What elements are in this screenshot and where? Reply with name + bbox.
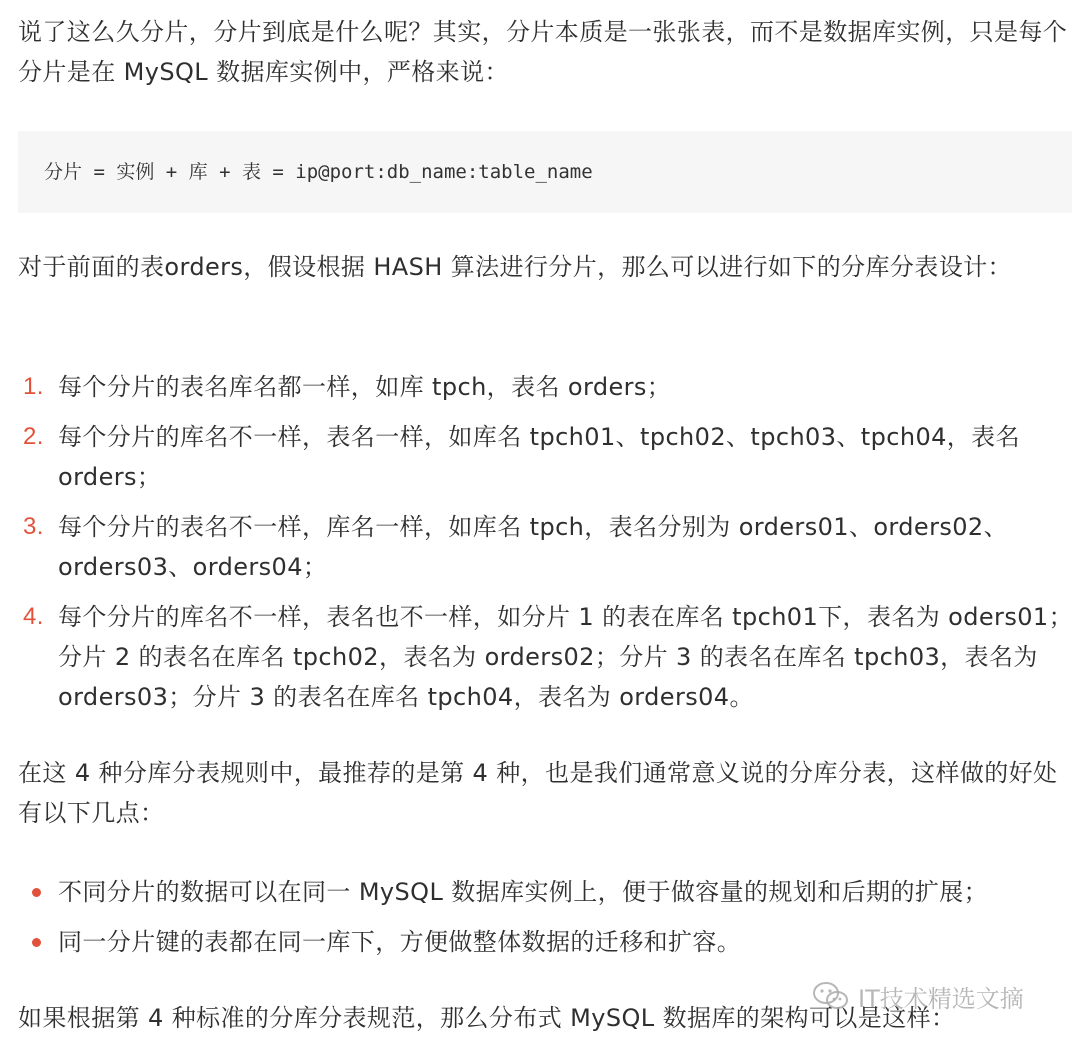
- intro-paragraph: 说了这么久分片，分片到底是什么呢？其实，分片本质是一张张表，而不是数据库实例，只是每个分片是在 MySQL 数据库实例中，严格来说：: [18, 18, 1068, 86]
- list-item: [18, 367, 1074, 407]
- list-item: [18, 417, 1074, 497]
- bullet-list: [18, 872, 1074, 972]
- list-item: [18, 507, 1074, 587]
- bullet-item-text: 不同分片的数据可以在同一 MySQL 数据库实例上，便于做容量的规划和后期的扩展；: [58, 878, 989, 906]
- list-item-text: 每个分片的库名不一样，表名一样，如库名 tpch01、tpch02、tpch03、tpch04，表名 orders；: [58, 423, 1020, 491]
- bullet-dot-icon: [32, 888, 41, 897]
- list-number: 2.: [23, 423, 44, 450]
- paragraph-architecture: 如果根据第 4 种标准的分库分表规范，那么分布式 MySQL 数据库的架构可以是这样：: [18, 1004, 956, 1032]
- ordered-list: [18, 367, 1074, 727]
- list-number: 4.: [23, 603, 44, 630]
- list-item-text: 每个分片的库名不一样，表名也不一样，如分片 1 的表在库名 tpch01下，表名为 oders01；分片 2 的表名在库名 tpch02，表名为 orders02；分片 3 的表名在库名 tpch03，表名为 orders03；分片 3 的表名在库名 tpch04，表名为 orders04。: [58, 603, 1073, 711]
- code-line: 分片 = 实例 + 库 + 表 = ip@port:db_name:table_name: [44, 161, 593, 183]
- list-item-text: 每个分片的表名不一样，库名一样，如库名 tpch，表名分别为 orders01、orders02、orders03、orders04；: [58, 513, 1008, 581]
- watermark: [812, 976, 1024, 1016]
- bullet-item: [18, 922, 1074, 962]
- paragraph-recommendation: 在这 4 种分库分表规则中，最推荐的是第 4 种，也是我们通常意义说的分库分表，这样做的好处有以下几点：: [18, 759, 1058, 827]
- list-number: 3.: [23, 513, 44, 540]
- list-number: 1.: [23, 373, 44, 400]
- paragraph-sharding-design: 对于前面的表orders，假设根据 HASH 算法进行分片，那么可以进行如下的分库分表设计：: [18, 253, 1012, 281]
- list-item: [18, 597, 1074, 717]
- watermark-text: IT技术精选文摘: [858, 984, 1024, 1013]
- wechat-icon: [812, 981, 850, 1011]
- list-item-text: 每个分片的表名库名都一样，如库 tpch，表名 orders；: [58, 373, 672, 401]
- bullet-dot-icon: [32, 938, 41, 947]
- code-block: [18, 131, 1072, 213]
- bullet-item: [18, 872, 1074, 912]
- bullet-item-text: 同一分片键的表都在同一库下，方便做整体数据的迁移和扩容。: [58, 928, 742, 956]
